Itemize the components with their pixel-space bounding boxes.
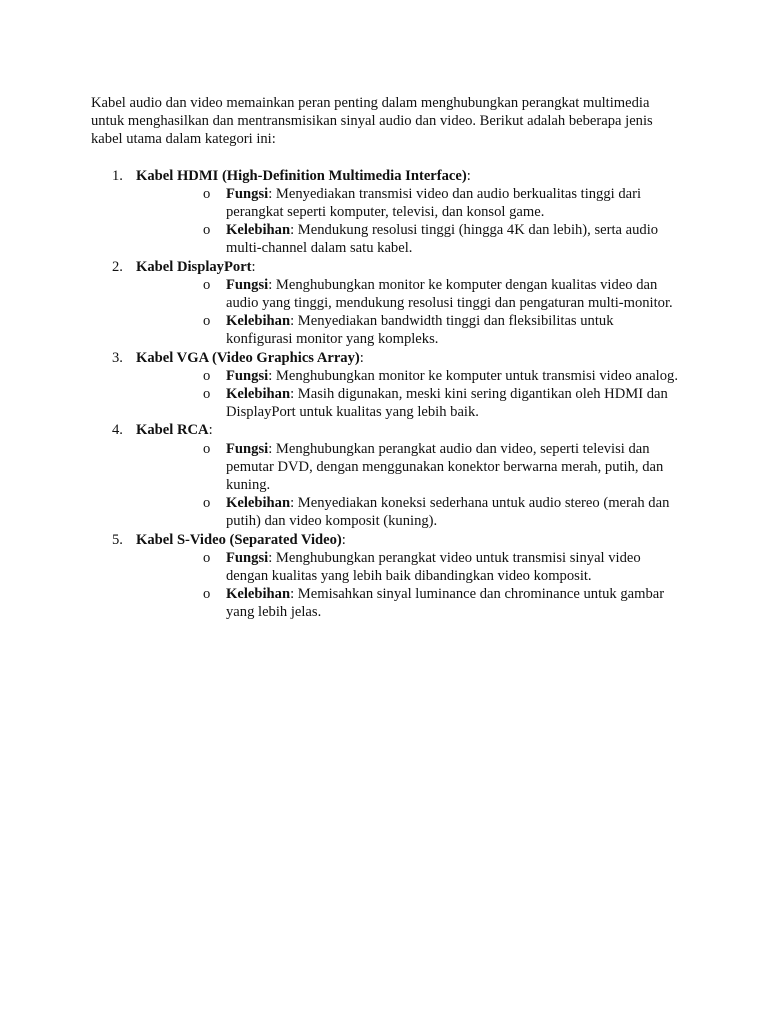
sub-list (136, 440, 681, 531)
sub-text: : Mendukung resolusi tinggi (hingga 4K dan lebih), serta audio multi-channel dalam satu kabel. (226, 222, 659, 257)
sub-text: : Menyediakan koneksi sederhana untuk audio stereo (merah dan putih) dan video komposit (kuning). (226, 495, 670, 530)
sub-text: : Menyediakan bandwidth tinggi dan fleksibilitas untuk konfigurasi monitor yang kompleks. (226, 313, 614, 348)
sub-item (136, 549, 681, 585)
sub-item (136, 185, 681, 221)
sub-list (136, 367, 681, 422)
sub-text: : Menyediakan transmisi video dan audio berkualitas tinggi dari perangkat seperti komputer, televisi, dan konsol game. (226, 185, 642, 221)
bullet-icon: o (203, 276, 211, 293)
sub-item (136, 312, 681, 348)
sub-term: Kelebihan (226, 313, 291, 330)
sub-list (136, 276, 681, 349)
sub-term: Kelebihan (226, 222, 291, 239)
sub-term: Kelebihan (226, 586, 291, 603)
sub-item (136, 276, 681, 312)
item-title: Kabel HDMI (High-Definition Multimedia Interface) (136, 167, 467, 184)
item-number: 2. (112, 258, 123, 275)
sub-term: Kelebihan (226, 495, 291, 512)
bullet-icon: o (203, 386, 211, 403)
list-item: 1. Kabel HDMI (High-Definition Multimedia Interface): o Fungsi: Menyediakan transmisi video dan audio berkualitas tinggi dari perangkat seperti komputer, televisi, dan konsol game. o Kelebihan: Mendukung resolusi tinggi (hingga 4K dan lebih), serta audio multi-channel dalam satu kabel. (91, 167, 681, 258)
bullet-icon: o (203, 367, 211, 384)
list-item: 4. Kabel RCA: o Fungsi: Menghubungkan perangkat audio dan video, seperti televisi dan pemutar DVD, dengan menggunakan konektor berwarna merah, putih, dan kuning. o Kelebihan: Menyediakan koneksi sederhana untuk audio stereo (merah dan putih) dan video komposit (kuning). (91, 421, 681, 530)
item-number: 3. (112, 349, 123, 366)
sub-item (136, 494, 681, 530)
bullet-icon: o (203, 185, 211, 202)
bullet-icon: o (203, 313, 211, 330)
bullet-icon: o (203, 495, 211, 512)
sub-term: Fungsi (226, 367, 269, 384)
sub-term: Fungsi (226, 440, 269, 457)
sub-text: : Masih digunakan, meski kini sering digantikan oleh HDMI dan DisplayPort untuk kualitas yang lebih baik. (226, 386, 668, 421)
sub-term: Fungsi (226, 185, 269, 202)
sub-item (136, 221, 681, 257)
bullet-icon: o (203, 549, 211, 566)
sub-item (136, 385, 681, 421)
item-number: 5. (112, 531, 123, 548)
bullet-icon: o (203, 586, 211, 603)
sub-text: : Menghubungkan monitor ke komputer dengan kualitas video dan audio yang tinggi, mendukung resolusi tinggi dan pengaturan multi-monitor. (226, 276, 673, 312)
list-item: 3. Kabel VGA (Video Graphics Array): o Fungsi: Menghubungkan monitor ke komputer untuk transmisi video analog. o Kelebihan: Masih digunakan, meski kini sering digantikan oleh HDMI dan DisplayPort untuk kualitas yang lebih baik. (91, 349, 681, 422)
item-title: Kabel DisplayPort (136, 258, 252, 275)
sub-text: : Menghubungkan perangkat video untuk transmisi sinyal video dengan kualitas yang lebih baik dibandingkan video komposit. (226, 549, 641, 585)
bullet-icon: o (203, 440, 211, 457)
sub-item (136, 367, 681, 385)
sub-item (136, 585, 681, 621)
sub-item (136, 440, 681, 495)
cable-list (91, 167, 681, 622)
sub-text: : Memisahkan sinyal luminance dan chrominance untuk gambar yang lebih jelas. (226, 586, 665, 621)
document-page (91, 94, 681, 622)
sub-term: Fungsi (226, 549, 269, 566)
sub-list (136, 185, 681, 258)
bullet-icon: o (203, 222, 211, 239)
sub-term: Fungsi (226, 276, 269, 293)
sub-list (136, 549, 681, 622)
item-number: 4. (112, 422, 123, 439)
sub-term: Kelebihan (226, 386, 291, 403)
item-number: 1. (112, 167, 123, 184)
item-title: Kabel RCA (136, 422, 209, 439)
list-item: 2. Kabel DisplayPort: o Fungsi: Menghubungkan monitor ke komputer dengan kualitas video dan audio yang tinggi, mendukung resolusi tinggi dan pengaturan multi-monitor. o Kelebihan: Menyediakan bandwidth tinggi dan fleksibilitas untuk konfigurasi monitor yang kompleks. (91, 258, 681, 349)
sub-text: : Menghubungkan monitor ke komputer untuk transmisi video analog. (268, 367, 678, 384)
item-title: Kabel VGA (Video Graphics Array) (136, 349, 360, 366)
sub-text: : Menghubungkan perangkat audio dan video, seperti televisi dan pemutar DVD, dengan menggunakan konektor berwarna merah, putih, dan kuning. (226, 440, 664, 494)
intro-paragraph: Kabel audio dan video memainkan peran penting dalam menghubungkan perangkat multimedia untuk menghasilkan dan mentransmisikan sinyal audio dan video. Berikut adalah beberapa jenis kabel utama dalam kategori ini: (91, 95, 653, 148)
list-item: 5. Kabel S-Video (Separated Video): o Fungsi: Menghubungkan perangkat video untuk transmisi sinyal video dengan kualitas yang lebih baik dibandingkan video komposit. o Kelebihan: Memisahkan sinyal luminance dan chrominance untuk gambar yang lebih jelas. (91, 531, 681, 622)
item-title: Kabel S-Video (Separated Video) (136, 531, 342, 548)
